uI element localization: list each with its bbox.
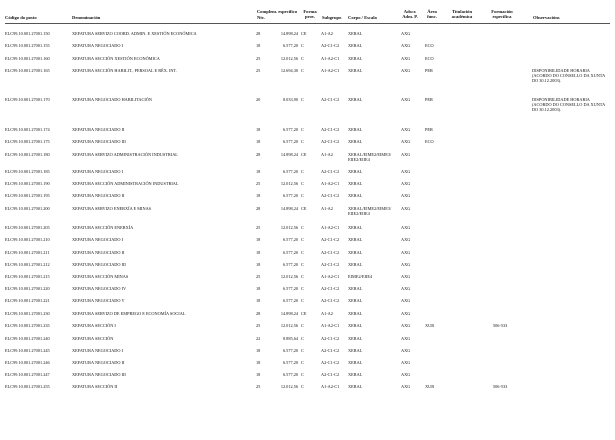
cell-denominacion: XEFATURA NEGOCIADO III bbox=[72, 139, 126, 144]
cell-forma: C bbox=[301, 348, 304, 353]
cell-forma: C bbox=[301, 127, 304, 132]
cell-complemento: 6.577,20 bbox=[282, 193, 298, 198]
cell-codigo: ELC99.10.001.27001.200 bbox=[5, 206, 50, 211]
cell-forma: C bbox=[301, 384, 304, 389]
cell-denominacion: XEFATURA NEGOCIADO I bbox=[72, 237, 124, 242]
cell-adscr: AXG bbox=[401, 384, 411, 389]
cell-adscr: AXG bbox=[401, 298, 411, 303]
cell-codigo: ELC99.10.001.27001.230 bbox=[5, 311, 50, 316]
cell-complemento: 12.694,30 bbox=[280, 68, 298, 73]
cell-codigo: ELC99.10.001.27001.235 bbox=[5, 323, 50, 328]
cell-nivel: 18 bbox=[256, 139, 261, 144]
cell-formacion: 506-533 bbox=[493, 323, 508, 328]
cell-forma: C bbox=[301, 372, 304, 377]
cell-denominacion: XEFATURA SECCIÓN ENERXÍA bbox=[72, 225, 134, 230]
cell-subgrupo: A2-C1-C2 bbox=[321, 237, 340, 242]
cell-forma: C bbox=[301, 237, 304, 242]
cell-corpo: XERAL bbox=[348, 311, 363, 316]
cell-subgrupo: A2-C1-C2 bbox=[321, 298, 340, 303]
cell-subgrupo: A1-A2 bbox=[321, 31, 333, 36]
cell-forma: C bbox=[301, 68, 304, 73]
cell-adscr: AXG bbox=[401, 43, 411, 48]
cell-nivel: 25 bbox=[256, 323, 261, 328]
cell-corpo: XERAL bbox=[348, 31, 363, 36]
cell-subgrupo: A1-A2-C1 bbox=[321, 384, 340, 389]
cell-forma: CE bbox=[301, 206, 307, 211]
cell-corpo: XERAL bbox=[348, 56, 363, 61]
cell-nivel: 28 bbox=[256, 31, 261, 36]
cell-complemento: 8.033,90 bbox=[282, 97, 298, 102]
cell-complemento: 6.577,20 bbox=[282, 43, 298, 48]
cell-complemento: 14.898,24 bbox=[280, 152, 298, 157]
cell-forma: C bbox=[301, 250, 304, 255]
cell-denominacion: XEFATURA NEGOCIADO III bbox=[72, 372, 126, 377]
header-formacion: Formación específica bbox=[491, 9, 513, 19]
cell-denominacion: XEFATURA SERVIZO ADMINISTRACIÓN INDUSTRIAL bbox=[72, 152, 178, 157]
cell-subgrupo: A1-A2-C1 bbox=[321, 274, 340, 279]
cell-nivel: 18 bbox=[256, 193, 261, 198]
cell-nivel: 25 bbox=[256, 56, 261, 61]
cell-corpo: XERAL bbox=[348, 237, 363, 242]
header-subgrupo: Subgrupo bbox=[322, 15, 342, 20]
cell-corpo: EIME2/EIIE4 bbox=[348, 274, 373, 279]
cell-forma: C bbox=[301, 97, 304, 102]
cell-complemento: 8.885,64 bbox=[282, 336, 298, 341]
cell-codigo: ELC99.10.001.27001.165 bbox=[5, 68, 50, 73]
cell-codigo: ELC99.10.001.27001.210 bbox=[5, 237, 50, 242]
cell-corpo: XERAL bbox=[348, 181, 363, 186]
cell-denominacion: XEFATURA NEGOCIADO I bbox=[72, 169, 124, 174]
cell-codigo: ELC99.10.001.27001.170 bbox=[5, 97, 50, 102]
cell-adscr: AXG bbox=[401, 127, 411, 132]
cell-subgrupo: A2-C1-C2 bbox=[321, 97, 340, 102]
cell-corpo: XERAL bbox=[348, 384, 363, 389]
cell-complemento: 14.898,24 bbox=[280, 206, 298, 211]
cell-denominacion: XEFATURA NEGOCIADO III bbox=[72, 262, 126, 267]
cell-codigo: ELC99.10.001.27001.240 bbox=[5, 336, 50, 341]
header-adscr: Adscr. Adm. P. bbox=[402, 9, 418, 19]
cell-nivel: 18 bbox=[256, 237, 261, 242]
cell-corpo: XERAL bbox=[348, 68, 363, 73]
cell-denominacion: XEFATURA NEGOCIADO I bbox=[72, 348, 124, 353]
cell-nivel: 18 bbox=[256, 286, 261, 291]
cell-codigo: ELC99.10.001.27001.212 bbox=[5, 262, 50, 267]
cell-codigo: ELC99.10.001.27001.155 bbox=[5, 43, 50, 48]
cell-corpo: XERAL bbox=[348, 336, 363, 341]
cell-denominacion: XEFATURA SECCIÓN II bbox=[72, 384, 118, 389]
header-corpo: Corpo / Escala bbox=[348, 15, 377, 20]
cell-corpo: XERAL bbox=[348, 298, 363, 303]
cell-nivel: 18 bbox=[256, 250, 261, 255]
cell-adscr: AXG bbox=[401, 193, 411, 198]
cell-subgrupo: A1-A2 bbox=[321, 206, 333, 211]
cell-complemento: 6.577,20 bbox=[282, 286, 298, 291]
header-denominacion: Denominación bbox=[72, 15, 101, 20]
cell-forma: C bbox=[301, 286, 304, 291]
cell-area: PER bbox=[425, 68, 433, 73]
cell-codigo: ELC99.10.001.27001.195 bbox=[5, 193, 50, 198]
cell-adscr: AXG bbox=[401, 68, 411, 73]
cell-nivel: 18 bbox=[256, 169, 261, 174]
cell-observacions: DISPONIBILIDADE HORARIA (ACORDO DO CONSELLO DA XUNTA DO 30.12.2003). bbox=[532, 68, 605, 84]
cell-corpo: XERAL/EIME2/EIME3/ EIIE2/EIIE4 bbox=[348, 206, 392, 217]
cell-subgrupo: A2-C1-C2 bbox=[321, 262, 340, 267]
cell-codigo: ELC99.10.001.27001.180 bbox=[5, 152, 50, 157]
cell-denominacion: XEFATURA SECCIÓN ADMINISTRACIÓN INDUSTRIAL bbox=[72, 181, 179, 186]
cell-corpo: XERAL bbox=[348, 139, 363, 144]
cell-denominacion: XEFATURA NEGOCIADO II bbox=[72, 250, 125, 255]
cell-adscr: AXG bbox=[401, 348, 411, 353]
cell-codigo: ELC99.10.001.27001.150 bbox=[5, 31, 50, 36]
cell-subgrupo: A2-C1-C2 bbox=[321, 250, 340, 255]
cell-subgrupo: A2-C1-C2 bbox=[321, 139, 340, 144]
cell-denominacion: XEFATURA SERVIZO ENERXÍA E MINAS bbox=[72, 206, 152, 211]
cell-complemento: 6.577,20 bbox=[282, 169, 298, 174]
cell-subgrupo: A1-A2-C1 bbox=[321, 225, 340, 230]
cell-subgrupo: A2-C1-C2 bbox=[321, 348, 340, 353]
cell-corpo: XERAL bbox=[348, 250, 363, 255]
cell-forma: C bbox=[301, 193, 304, 198]
cell-denominacion: XEFATURA NEGOCIADO HABILITACIÓN bbox=[72, 97, 153, 102]
cell-adscr: AXG bbox=[401, 286, 411, 291]
cell-complemento: 12.012,56 bbox=[280, 274, 298, 279]
cell-complemento: 12.012,56 bbox=[280, 323, 298, 328]
cell-nivel: 28 bbox=[256, 206, 261, 211]
cell-codigo: ELC99.10.001.27001.190 bbox=[5, 181, 50, 186]
cell-adscr: AXG bbox=[401, 360, 411, 365]
cell-codigo: ELC99.10.001.27001.255 bbox=[5, 384, 50, 389]
cell-adscr: AXG bbox=[401, 311, 411, 316]
cell-adscr: AXG bbox=[401, 169, 411, 174]
cell-forma: C bbox=[301, 169, 304, 174]
cell-subgrupo: A1-A2 bbox=[321, 152, 333, 157]
cell-denominacion: XEFATURA SECCIÓN I bbox=[72, 323, 116, 328]
cell-area: ECO bbox=[425, 139, 434, 144]
cell-forma: CE bbox=[301, 31, 307, 36]
cell-area: XUR bbox=[425, 384, 435, 389]
cell-nivel: 18 bbox=[256, 348, 261, 353]
cell-adscr: AXG bbox=[401, 56, 411, 61]
cell-forma: C bbox=[301, 336, 304, 341]
cell-complemento: 6.577,20 bbox=[282, 372, 298, 377]
cell-denominacion: XEFATURA NEGOCIADO IV bbox=[72, 286, 127, 291]
cell-subgrupo: A2-C1-C2 bbox=[321, 336, 340, 341]
header-titulacion: Titulación académica bbox=[451, 9, 473, 19]
cell-corpo: XERAL/EIME2/EIME3/ EIIE2/EIIE4 bbox=[348, 152, 392, 163]
cell-adscr: AXG bbox=[401, 372, 411, 377]
cell-forma: C bbox=[301, 225, 304, 230]
cell-complemento: 6.577,20 bbox=[282, 127, 298, 132]
cell-adscr: AXG bbox=[401, 31, 411, 36]
cell-complemento: 12.012,56 bbox=[280, 56, 298, 61]
cell-subgrupo: A1-A2-C1 bbox=[321, 181, 340, 186]
cell-area: XUR bbox=[425, 323, 435, 328]
cell-codigo: ELC99.10.001.27001.215 bbox=[5, 274, 50, 279]
cell-denominacion: XEFATURA NEGOCIADO II bbox=[72, 127, 125, 132]
cell-complemento: 6.577,20 bbox=[282, 348, 298, 353]
cell-adscr: AXG bbox=[401, 206, 411, 211]
cell-adscr: AXG bbox=[401, 139, 411, 144]
cell-forma: C bbox=[301, 56, 304, 61]
cell-adscr: AXG bbox=[401, 262, 411, 267]
cell-complemento: 14.898,24 bbox=[280, 31, 298, 36]
cell-adscr: AXG bbox=[401, 250, 411, 255]
cell-area: PER bbox=[425, 127, 433, 132]
cell-corpo: XERAL bbox=[348, 360, 363, 365]
cell-forma: CE bbox=[301, 311, 307, 316]
cell-adscr: AXG bbox=[401, 97, 411, 102]
cell-complemento: 12.012,56 bbox=[280, 384, 298, 389]
cell-adscr: AXG bbox=[401, 225, 411, 230]
cell-forma: C bbox=[301, 262, 304, 267]
cell-forma: C bbox=[301, 298, 304, 303]
cell-corpo: XERAL bbox=[348, 286, 363, 291]
cell-denominacion: XEFATURA NEGOCIADO I bbox=[72, 43, 124, 48]
cell-complemento: 6.577,20 bbox=[282, 360, 298, 365]
cell-subgrupo: A2-C1-C2 bbox=[321, 43, 340, 48]
cell-denominacion: XEFATURA SECCIÓN bbox=[72, 336, 114, 341]
cell-corpo: XERAL bbox=[348, 43, 363, 48]
cell-nivel: 25 bbox=[256, 225, 261, 230]
cell-nivel: 25 bbox=[256, 181, 261, 186]
cell-corpo: XERAL bbox=[348, 225, 363, 230]
cell-corpo: XERAL bbox=[348, 193, 363, 198]
cell-nivel: 20 bbox=[256, 97, 261, 102]
cell-complemento: 6.577,20 bbox=[282, 250, 298, 255]
cell-subgrupo: A2-C1-C2 bbox=[321, 127, 340, 132]
cell-nivel: 18 bbox=[256, 127, 261, 132]
cell-denominacion: XEFATURA NEGOCIADO V bbox=[72, 298, 125, 303]
cell-adscr: AXG bbox=[401, 274, 411, 279]
cell-complemento: 14.898,24 bbox=[280, 311, 298, 316]
header-complemento: Complem. específico bbox=[256, 9, 298, 14]
cell-subgrupo: A1-A2-C1 bbox=[321, 68, 340, 73]
cell-denominacion: XEFATURA SECCIÓN XESTIÓN ECONÓMICA bbox=[72, 56, 160, 61]
cell-forma: C bbox=[301, 43, 304, 48]
cell-area: ECO bbox=[425, 56, 434, 61]
cell-complemento: 12.012,56 bbox=[280, 181, 298, 186]
cell-codigo: ELC99.10.001.27001.220 bbox=[5, 286, 50, 291]
cell-forma: C bbox=[301, 139, 304, 144]
cell-nivel: 18 bbox=[256, 372, 261, 377]
cell-codigo: ELC99.10.001.27001.205 bbox=[5, 225, 50, 230]
cell-corpo: XERAL bbox=[348, 127, 363, 132]
cell-forma: C bbox=[301, 323, 304, 328]
cell-forma: C bbox=[301, 181, 304, 186]
cell-subgrupo: A1-A2-C1 bbox=[321, 56, 340, 61]
cell-complemento: 6.577,20 bbox=[282, 139, 298, 144]
cell-denominacion: XEFATURA SERVIZO COORD. ADMIN. E XESTIÓN ECONÓMICA bbox=[72, 31, 197, 36]
header-codigo: Código do posto bbox=[5, 15, 37, 20]
cell-adscr: AXG bbox=[401, 181, 411, 186]
cell-denominacion: XEFATURA SECCIÓN HABILIT., PERSOAL E RÉX. INT. bbox=[72, 68, 177, 73]
cell-corpo: XERAL bbox=[348, 97, 363, 102]
cell-complemento: 6.577,20 bbox=[282, 262, 298, 267]
cell-codigo: ELC99.10.001.27001.247 bbox=[5, 372, 50, 377]
cell-subgrupo: A1-A2 bbox=[321, 311, 333, 316]
cell-area: ECO bbox=[425, 43, 434, 48]
cell-subgrupo: A2-C1-C2 bbox=[321, 286, 340, 291]
cell-forma: CE bbox=[301, 152, 307, 157]
cell-denominacion: XEFATURA SECCIÓN MINAS bbox=[72, 274, 129, 279]
cell-nivel: 18 bbox=[256, 360, 261, 365]
header-rule bbox=[5, 23, 610, 24]
cell-forma: C bbox=[301, 360, 304, 365]
cell-nivel: 28 bbox=[256, 311, 261, 316]
cell-denominacion: XEFATURA NEGOCIADO II bbox=[72, 360, 125, 365]
cell-denominacion: XEFATURA SERVIZO DE EMPREGO E ECONOMÍA SOCIAL bbox=[72, 311, 186, 316]
cell-codigo: ELC99.10.001.27001.246 bbox=[5, 360, 50, 365]
cell-corpo: XERAL bbox=[348, 262, 363, 267]
header-forma: Forma prov. bbox=[303, 9, 317, 19]
cell-codigo: ELC99.10.001.27001.211 bbox=[5, 250, 50, 255]
cell-adscr: AXG bbox=[401, 323, 411, 328]
cell-nivel: 22 bbox=[256, 336, 261, 341]
cell-nivel: 28 bbox=[256, 152, 261, 157]
cell-area: PER bbox=[425, 97, 433, 102]
cell-adscr: AXG bbox=[401, 336, 411, 341]
cell-codigo: ELC99.10.001.27001.221 bbox=[5, 298, 50, 303]
header-observacions: Observacións bbox=[533, 15, 560, 20]
cell-nivel: 18 bbox=[256, 298, 261, 303]
cell-codigo: ELC99.10.001.27001.245 bbox=[5, 348, 50, 353]
cell-subgrupo: A2-C1-C2 bbox=[321, 360, 340, 365]
cell-subgrupo: A2-C1-C2 bbox=[321, 169, 340, 174]
cell-codigo: ELC99.10.001.27001.185 bbox=[5, 169, 50, 174]
cell-codigo: ELC99.10.001.27001.174 bbox=[5, 127, 50, 132]
cell-observacions: DISPONIBILIDADE HORARIA (ACORDO DO CONSELLO DA XUNTA DO 30.12.2003). bbox=[532, 97, 605, 113]
cell-nivel: 25 bbox=[256, 384, 261, 389]
cell-adscr: AXG bbox=[401, 152, 411, 157]
cell-denominacion: XEFATURA NEGOCIADO II bbox=[72, 193, 125, 198]
cell-complemento: 6.577,20 bbox=[282, 237, 298, 242]
cell-subgrupo: A2-C1-C2 bbox=[321, 193, 340, 198]
cell-corpo: XERAL bbox=[348, 169, 363, 174]
cell-corpo: XERAL bbox=[348, 323, 363, 328]
cell-nivel: 18 bbox=[256, 262, 261, 267]
cell-subgrupo: A1-A2-C1 bbox=[321, 323, 340, 328]
cell-subgrupo: A2-C1-C2 bbox=[321, 372, 340, 377]
cell-formacion: 506-533 bbox=[493, 384, 508, 389]
cell-adscr: AXG bbox=[401, 237, 411, 242]
cell-codigo: ELC99.10.001.27001.160 bbox=[5, 56, 50, 61]
cell-codigo: ELC99.10.001.27001.175 bbox=[5, 139, 50, 144]
cell-forma: C bbox=[301, 274, 304, 279]
header-area: Área func. bbox=[427, 9, 437, 19]
cell-corpo: XERAL bbox=[348, 372, 363, 377]
cell-corpo: XERAL bbox=[348, 348, 363, 353]
cell-nivel: 18 bbox=[256, 43, 261, 48]
cell-nivel: 25 bbox=[256, 274, 261, 279]
header-nivel: Niv. bbox=[257, 15, 265, 20]
cell-complemento: 12.012,56 bbox=[280, 225, 298, 230]
cell-nivel: 25 bbox=[256, 68, 261, 73]
cell-complemento: 6.577,20 bbox=[282, 298, 298, 303]
